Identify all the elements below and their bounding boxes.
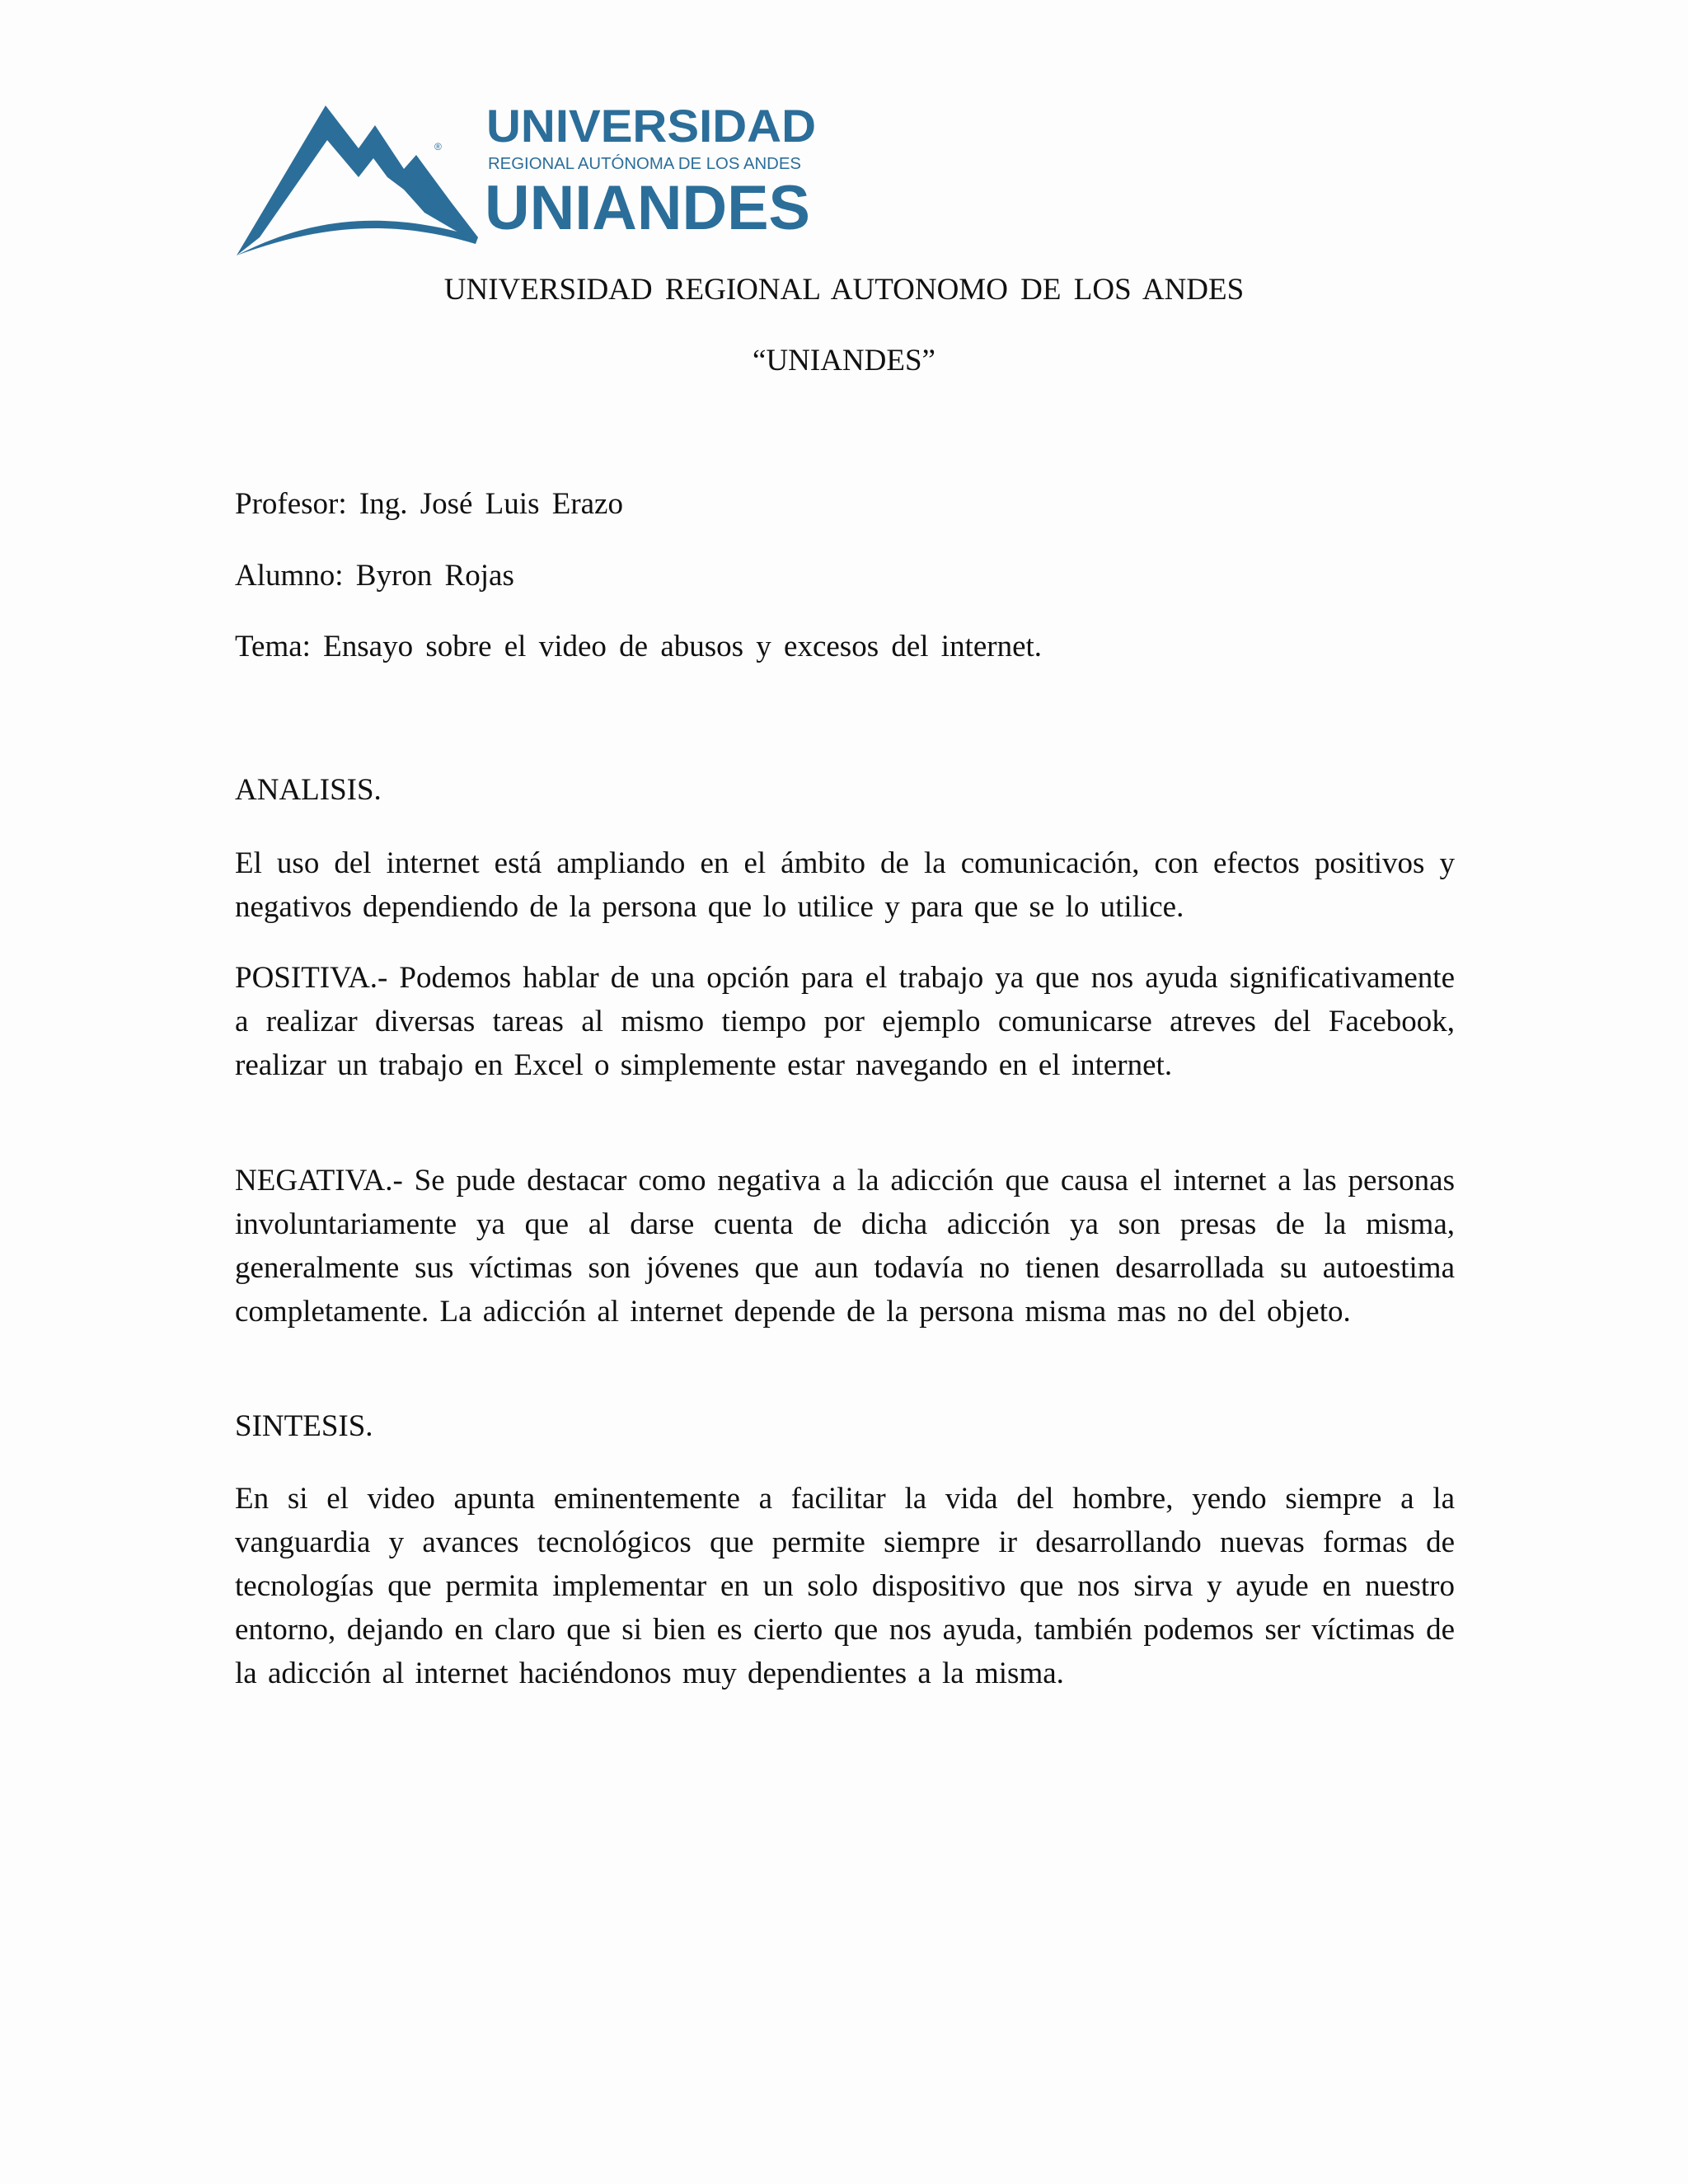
institution-title: UNIVERSIDAD REGIONAL AUTONOMO DE LOS ANDES — [443, 273, 1245, 307]
tema-line: Tema: Ensayo sobre el video de abusos y excesos del internet. — [235, 630, 1043, 663]
sintesis-heading: SINTESIS. — [235, 1409, 373, 1443]
analisis-intro-paragraph: El uso del internet está ampliando en el ámbito de la comunicación, con efectos positivos y negativos dependiendo de la persona que lo utilice y para que se lo utilice. — [235, 846, 1455, 924]
profesor-line: Profesor: Ing. José Luis Erazo — [235, 487, 623, 521]
positiva-paragraph: POSITIVA.- Podemos hablar de una opción para el trabajo ya que nos ayuda significativamente a realizar diversas tareas al mismo tiempo por ejemplo comunicarse atreves del Facebook, realizar un trabajo en Excel o simplemente estar navegando en el internet. — [235, 961, 1455, 1082]
university-logo — [235, 91, 828, 264]
alumno-line: Alumno: Byron Rojas — [235, 559, 514, 593]
logo-subtitle-text: REGIONAL AUTÓNOMA DE LOS ANDES — [488, 155, 796, 173]
institution-acronym: “UNIANDES” — [753, 344, 935, 377]
logo-uniandes-text: UNIANDES — [485, 173, 810, 243]
mountain-logo-icon — [235, 91, 828, 264]
analisis-heading: ANALISIS. — [235, 773, 382, 807]
negativa-paragraph: NEGATIVA.- Se pude destacar como negativa a la adicción que causa el internet a las personas involuntariamente ya que al darse cuenta de dicha adicción ya son presas de la misma, generalmente sus víctimas son jóvenes que aun todavía no tienen desarrollada su autoestima completamente. La adicción al internet depende de la persona misma mas no del objeto. — [235, 1164, 1455, 1329]
logo-universidad-text: UNIVERSIDAD — [486, 100, 816, 152]
svg-text:®: ® — [434, 141, 442, 152]
sintesis-paragraph: En si el video apunta eminentemente a facilitar la vida del hombre, yendo siempre a la vanguardia y avances tecnológicos que permite siempre ir desarrollando nuevas formas de tecnologías que permita implementar en un solo dispositivo que nos sirva y ayude en nuestro entorno, dejando en claro que si bien es cierto que nos ayuda, también podemos ser víctimas de la adicción al internet haciéndonos muy dependientes a la misma. — [235, 1482, 1455, 1690]
